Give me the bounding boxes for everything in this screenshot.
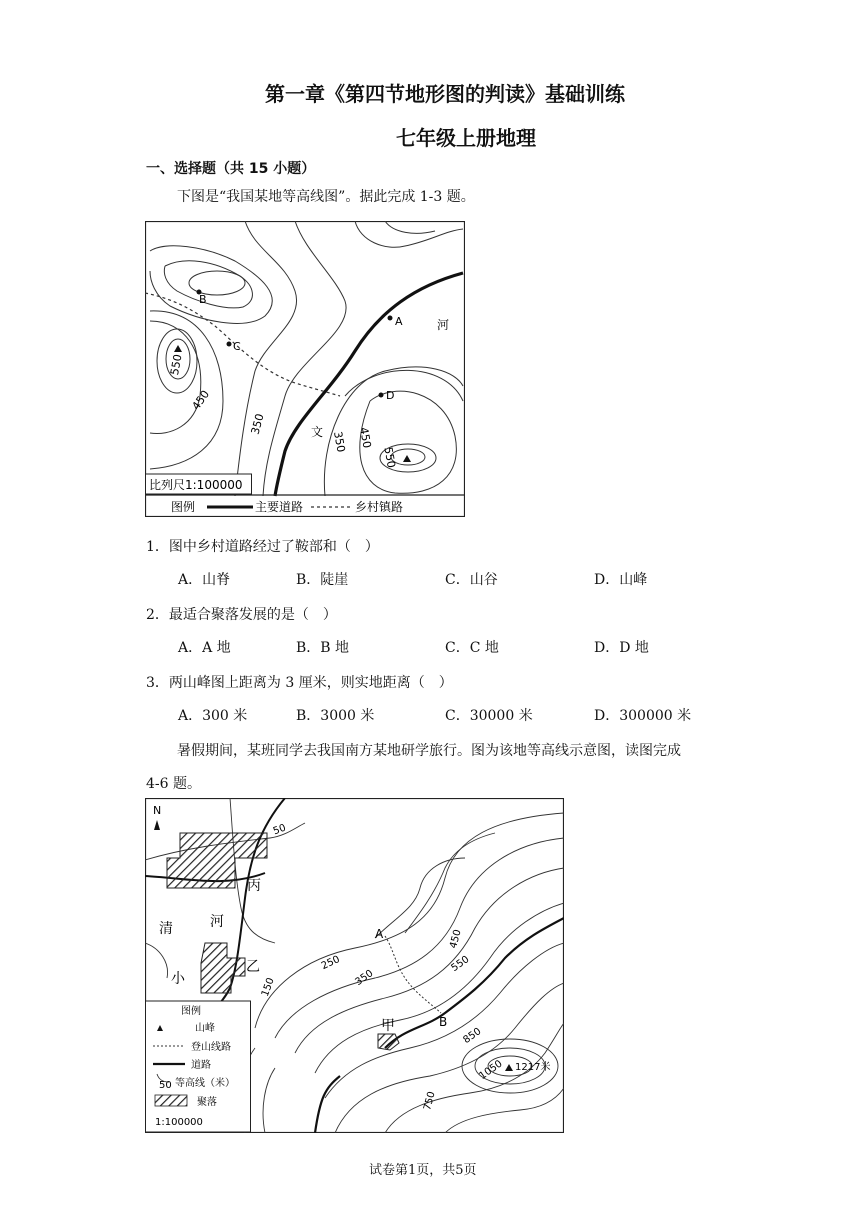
contour-label: 450 xyxy=(448,928,464,950)
point-a-label: A xyxy=(375,927,384,941)
point-a-label: A xyxy=(395,315,403,328)
contour-label: 150 xyxy=(259,976,277,999)
legend-village-road: 乡村镇路 xyxy=(355,500,404,514)
q3-option-b[interactable]: B．3000 米 xyxy=(296,708,375,724)
contour-label: 550 xyxy=(449,954,472,975)
q1-option-c[interactable]: C．山谷 xyxy=(445,572,498,588)
river-label: 河 xyxy=(210,914,224,930)
legend-contour-num: 50 xyxy=(159,1080,172,1091)
q2-option-c[interactable]: C．C 地 xyxy=(445,640,499,656)
place-jia: 甲 xyxy=(381,1018,395,1034)
q3-option-a[interactable]: A．300 米 xyxy=(178,708,248,724)
legend-trail: 登山线路 xyxy=(191,1042,231,1053)
q2-option-d[interactable]: D．D 地 xyxy=(594,640,649,656)
q3-option-d[interactable]: D．300000 米 xyxy=(594,708,692,724)
contour-label: 850 xyxy=(461,1026,484,1047)
contour-map-1 xyxy=(145,221,465,517)
contour-label: 350 xyxy=(248,412,267,436)
river-label: 小 xyxy=(171,971,185,987)
intro-text-2-line-2: 4-6 题。 xyxy=(146,776,201,792)
contour-label: 450 xyxy=(189,387,213,413)
peak-label: 1217米 xyxy=(515,1062,551,1073)
north-label: N xyxy=(153,804,162,817)
q1-option-a[interactable]: A．山脊 xyxy=(178,572,231,588)
contour-label: 550 xyxy=(168,353,185,377)
point-c-label: C xyxy=(233,340,241,353)
question-2: 2．最适合聚落发展的是（ ） xyxy=(146,607,337,623)
map2-scale: 1:100000 xyxy=(155,1117,203,1128)
point-b-label: B xyxy=(439,1015,448,1029)
point-b-label: B xyxy=(199,293,207,306)
page-footer: 试卷第1页，共5页 xyxy=(369,1163,477,1178)
contour-label: 350 xyxy=(331,430,348,454)
contour-label: 750 xyxy=(422,1090,438,1112)
legend-peak: 山峰 xyxy=(195,1023,215,1034)
contour-label: 250 xyxy=(319,953,342,973)
legend-settlement: 聚落 xyxy=(197,1097,217,1108)
legend-contour: 等高线（米） xyxy=(175,1078,235,1089)
river-label: 文 xyxy=(311,425,324,439)
q2-option-a[interactable]: A．A 地 xyxy=(178,640,231,656)
legend-main-road: 主要道路 xyxy=(255,500,304,514)
river-label: 清 xyxy=(159,921,173,937)
scale-label: 比列尺1:100000 xyxy=(149,478,243,492)
place-bing: 丙 xyxy=(247,878,261,894)
q1-option-b[interactable]: B．陡崖 xyxy=(296,572,349,588)
q3-option-c[interactable]: C．30000 米 xyxy=(445,708,533,724)
river-label: 河 xyxy=(437,318,450,332)
contour-label: 550 xyxy=(381,446,398,469)
contour-label: 450 xyxy=(357,426,374,450)
intro-text-2-line-1: 暑假期间，某班同学去我国南方某地研学旅行。图为该地等高线示意图，读图完成 xyxy=(177,743,681,759)
contour-label: 350 xyxy=(353,968,376,989)
legend-road: 道路 xyxy=(191,1060,211,1071)
contour-label: 50 xyxy=(271,822,288,838)
intro-text-1: 下图是“我国某地等高线图”。据此完成 1-3 题。 xyxy=(177,189,475,205)
point-d-label: D xyxy=(386,389,395,402)
question-3: 3．两山峰图上距离为 3 厘米，则实地距离（ ） xyxy=(146,675,453,691)
page-subtitle: 七年级上册地理 xyxy=(396,126,536,150)
question-1: 1．图中乡村道路经过了鞍部和（ ） xyxy=(146,539,379,555)
q2-option-b[interactable]: B．B 地 xyxy=(296,640,350,656)
contour-map-2 xyxy=(145,798,564,1133)
legend-title: 图例 xyxy=(181,1006,201,1017)
contour-label: 1050 xyxy=(477,1058,505,1083)
place-yi: 乙 xyxy=(246,959,260,975)
q1-option-d[interactable]: D．山峰 xyxy=(594,572,648,588)
section-heading: 一、选择题（共 15 小题） xyxy=(146,161,316,177)
legend-title: 图例 xyxy=(171,500,196,514)
page-title: 第一章《第四节地形图的判读》基础训练 xyxy=(265,82,625,106)
